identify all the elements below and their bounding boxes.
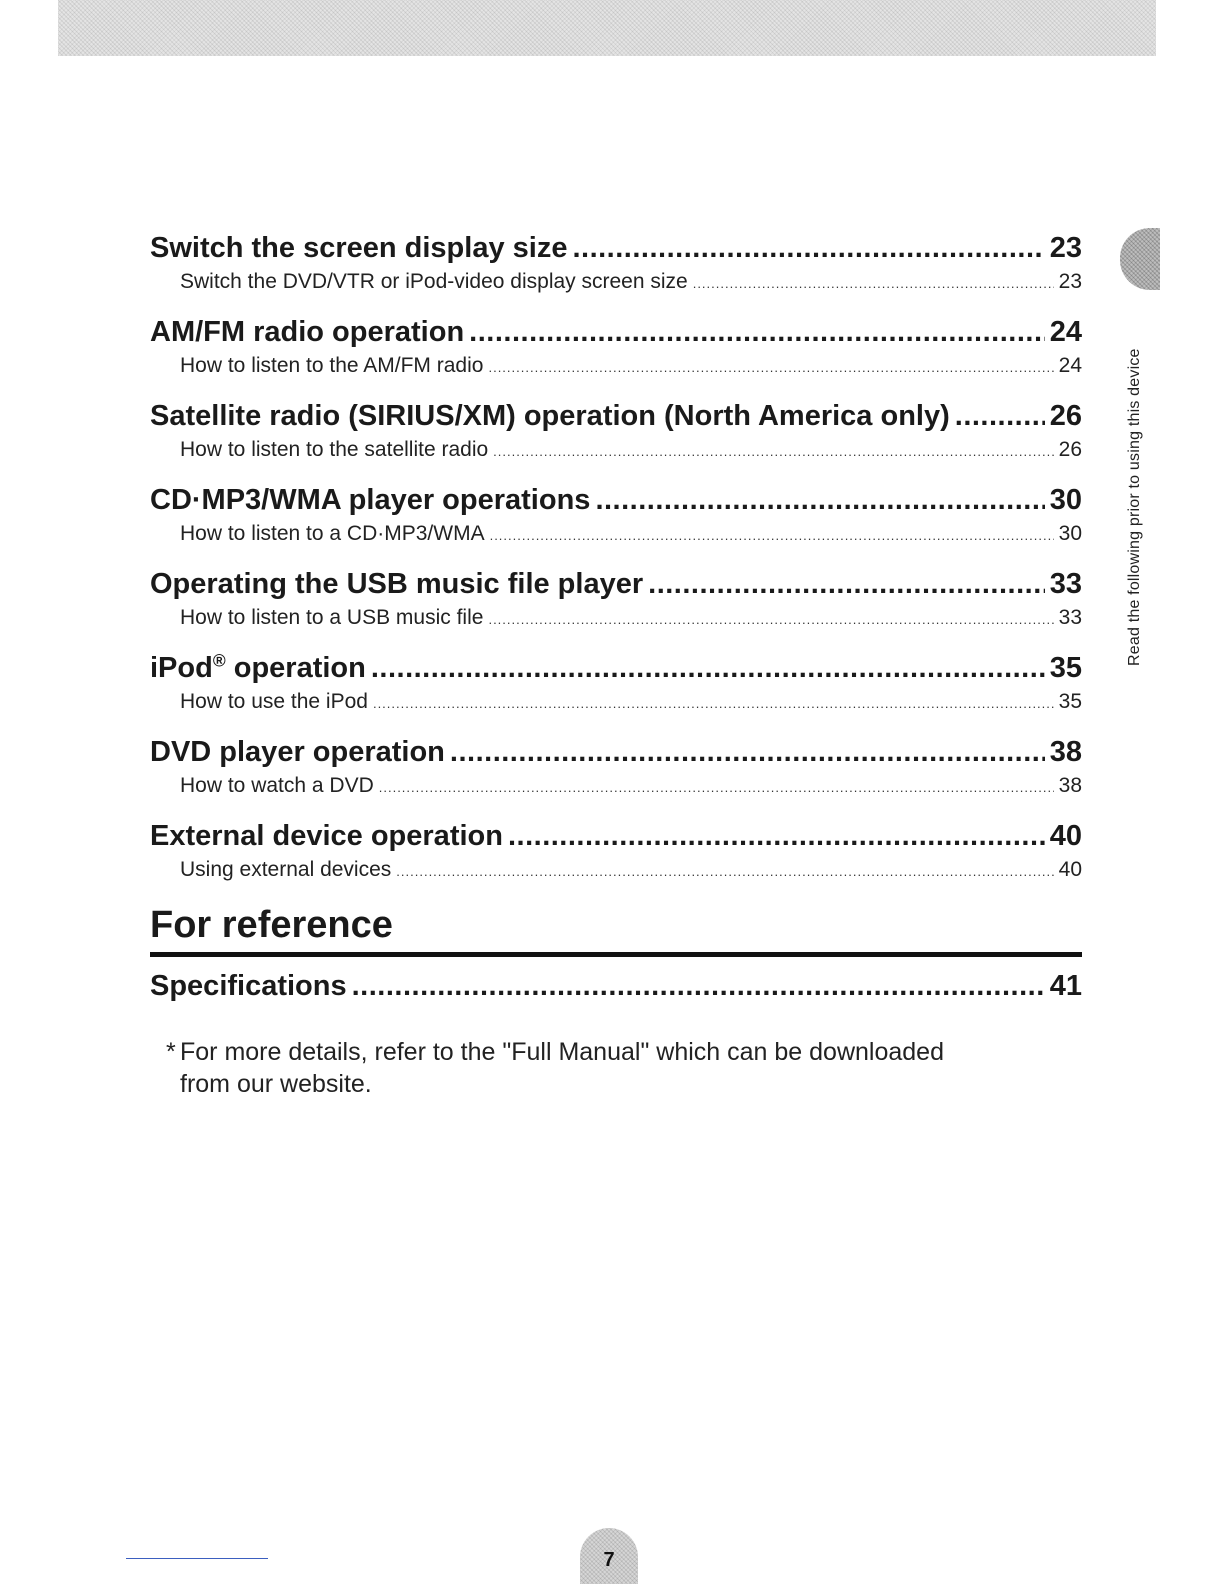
dot-leader [379,774,1054,802]
toc-sub-title: Switch the DVD/VTR or iPod-video display screen size [180,270,688,293]
toc-page: 38 [1049,736,1082,768]
dot-leader [373,690,1054,718]
dot-leader [396,858,1053,886]
dot-leader [371,648,1045,688]
toc-page: 23 [1049,232,1082,264]
toc-sub-page: 38 [1058,774,1082,797]
footnote-text [180,1036,1068,1100]
toc-title: CD·MP3/WMA player operations [150,484,591,516]
dot-leader [595,480,1044,520]
toc-page: 41 [1049,970,1082,1002]
toc-main-row[interactable] [150,228,1082,268]
toc-title: Satellite radio (SIRIUS/XM) operation (North America only) [150,400,950,432]
toc-entry-screen-size [150,228,1082,298]
side-section-label: Read the following prior to using this device [1126,348,1143,666]
toc-sub-page: 40 [1058,858,1082,881]
toc-main-row[interactable] [150,966,1082,1006]
dot-leader [488,354,1053,382]
toc-page: 35 [1049,652,1082,684]
toc-sub-page: 35 [1058,690,1082,713]
toc-sub-title: How to watch a DVD [180,774,374,797]
toc-sub-title: How to use the iPod [180,690,368,713]
dot-leader [490,522,1054,550]
toc-sub-page: 24 [1058,354,1082,377]
toc-sub-title: How to listen to the satellite radio [180,438,489,461]
toc-sub-row[interactable] [150,352,1082,382]
toc-sub-row[interactable] [150,688,1082,718]
toc-entry-amfm [150,312,1082,382]
toc-sub-row[interactable] [150,436,1082,466]
toc-page: 30 [1049,484,1082,516]
toc-sub-title: Using external devices [180,858,392,881]
dot-leader [693,270,1054,298]
table-of-contents [150,228,1082,886]
toc-main-row[interactable] [150,480,1082,520]
toc-entry-ipod [150,648,1082,718]
toc-entry-cd [150,480,1082,550]
toc-sub-title: How to listen to the AM/FM radio [180,354,484,377]
toc-sub-row[interactable] [150,856,1082,886]
toc-sub-title: How to listen to a CD·MP3/WMA [180,522,485,545]
toc-main-row[interactable] [150,564,1082,604]
toc-title: AM/FM radio operation [150,316,465,348]
toc-sub-row[interactable] [150,268,1082,298]
toc-title: Specifications [150,970,347,1002]
toc-title: Operating the USB music file player [150,568,644,600]
dot-leader [648,564,1045,604]
toc-main-row[interactable] [150,396,1082,436]
toc-sub-page: 23 [1058,270,1082,293]
dot-leader [493,438,1053,466]
dot-leader [572,228,1044,268]
toc-title: DVD player operation [150,736,445,768]
footnote [166,1036,1070,1100]
dot-leader [488,606,1053,634]
toc-sub-page: 26 [1058,438,1082,461]
toc-title: External device operation [150,820,503,852]
toc-sub-page: 33 [1058,606,1082,629]
dot-leader [450,732,1045,772]
toc-main-row[interactable] [150,312,1082,352]
heading-rule [150,952,1082,957]
toc-entry-specifications [150,966,1082,1006]
dot-leader [955,396,1045,436]
toc-title [150,648,366,688]
top-header-band [58,0,1156,56]
toc-title: Switch the screen display size [150,232,568,264]
toc-sub-row[interactable] [150,772,1082,802]
toc-sub-row[interactable] [150,520,1082,550]
toc-entry-external [150,816,1082,886]
for-reference-heading: For reference [150,904,393,946]
toc-sub-title: How to listen to a USB music file [180,606,484,629]
toc-title-main: iPod [150,652,213,684]
toc-main-row[interactable] [150,816,1082,856]
toc-main-row[interactable] [150,648,1082,688]
footnote-marker: * [166,1038,176,1066]
toc-main-row[interactable] [150,732,1082,772]
toc-page: 40 [1049,820,1082,852]
toc-entry-usb [150,564,1082,634]
dot-leader [469,312,1045,352]
toc-sub-row[interactable] [150,604,1082,634]
section-tab-marker [1120,228,1160,290]
toc-page: 26 [1049,400,1082,432]
dot-leader [508,816,1045,856]
page-number: 7 [580,1528,638,1584]
toc-entry-satellite [150,396,1082,466]
toc-title-rest: operation [225,652,366,684]
bottom-rule [126,1558,268,1559]
dot-leader [352,966,1045,1006]
registered-mark: ® [212,650,226,671]
toc-page: 33 [1049,568,1082,600]
footnote-line-1: For more details, refer to the "Full Manual" which can be downloaded [180,1038,944,1066]
toc-entry-dvd [150,732,1082,802]
toc-page: 24 [1049,316,1082,348]
footnote-line-2: from our website. [180,1070,372,1098]
toc-sub-page: 30 [1058,522,1082,545]
